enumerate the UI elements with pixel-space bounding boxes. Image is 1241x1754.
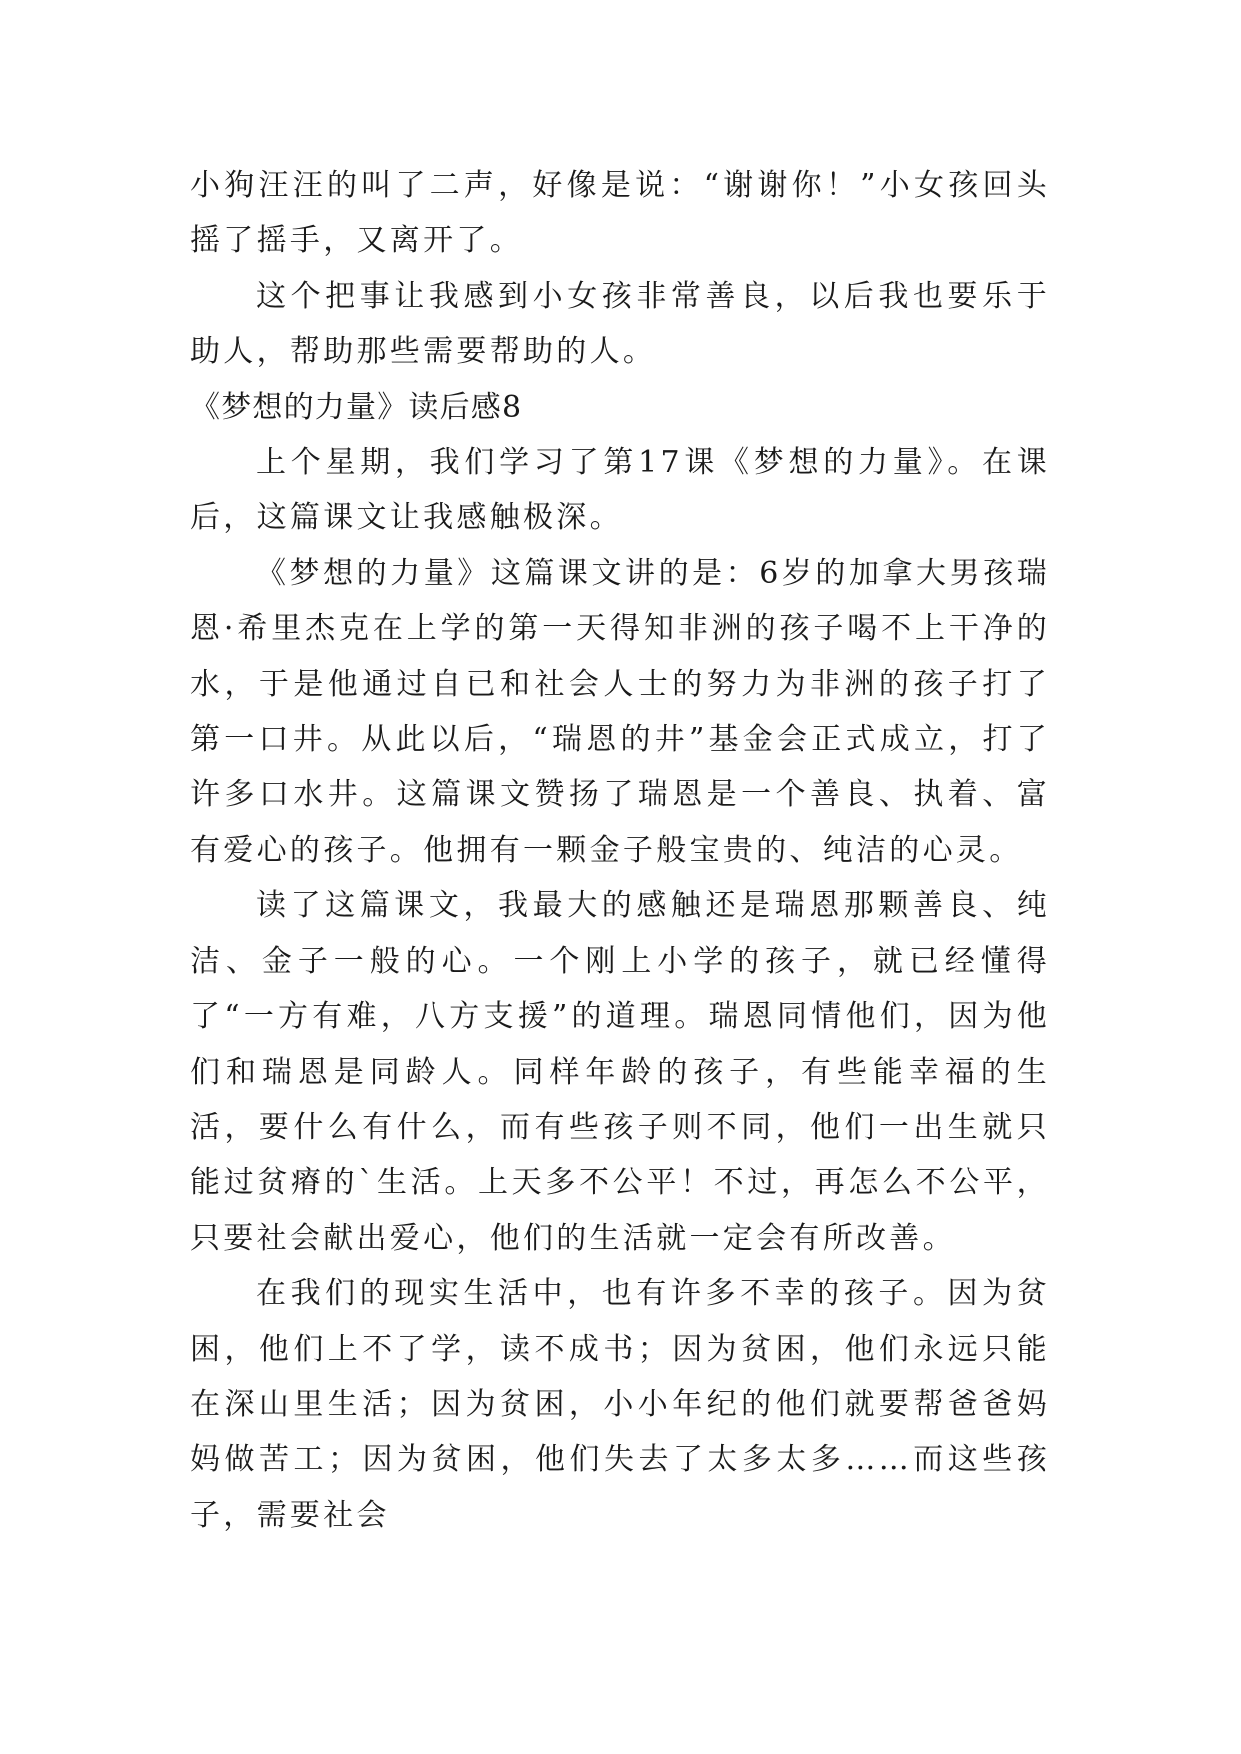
document-body	[190, 158, 1050, 1543]
paragraph: 读了这篇课文，我最大的感触还是瑞恩那颗善良、纯洁、金子一般的心。一个刚上小学的孩子，就已经懂得了“一方有难，八方支援”的道理。瑞恩同情他们，因为他们和瑞恩是同龄人。同样年龄的孩子，有些能幸福的生活，要什么有什么，而有些孩子则不同，他们一出生就只能过贫瘠的`生活。上天多不公平！不过，再怎么不公平，只要社会献出爱心，他们的生活就一定会有所改善。	[190, 888, 1050, 1256]
section-heading: 《梦想的力量》读后感8	[190, 389, 523, 425]
paragraph: 上个星期，我们学习了第17课《梦想的力量》。在课后，这篇课文让我感触极深。	[190, 445, 1050, 536]
paragraph: 这个把事让我感到小女孩非常善良，以后我也要乐于助人，帮助那些需要帮助的人。	[190, 278, 1050, 370]
paragraph: 小狗汪汪的叫了二声，好像是说：“谢谢你！”小女孩回头摇了摇手，又离开了。	[190, 168, 1050, 259]
paragraph: 在我们的现实生活中，也有许多不幸的孩子。因为贫困，他们上不了学，读不成书；因为贫困，他们永远只能在深山里生活；因为贫困，小小年纪的他们就要帮爸爸妈妈做苦工；因为贫困，他们失去了太多太多……而这些孩子，需要社会	[190, 1276, 1050, 1533]
paragraph: 《梦想的力量》这篇课文讲的是：6岁的加拿大男孩瑞恩·希里杰克在上学的第一天得知非洲的孩子喝不上干净的水，于是他通过自已和社会人士的努力为非洲的孩子打了第一口井。从此以后，“瑞恩的井”基金会正式成立，打了许多口水井。这篇课文赞扬了瑞恩是一个善良、执着、富有爱心的孩子。他拥有一颗金子般宝贵的、纯洁的心灵。	[190, 555, 1050, 868]
